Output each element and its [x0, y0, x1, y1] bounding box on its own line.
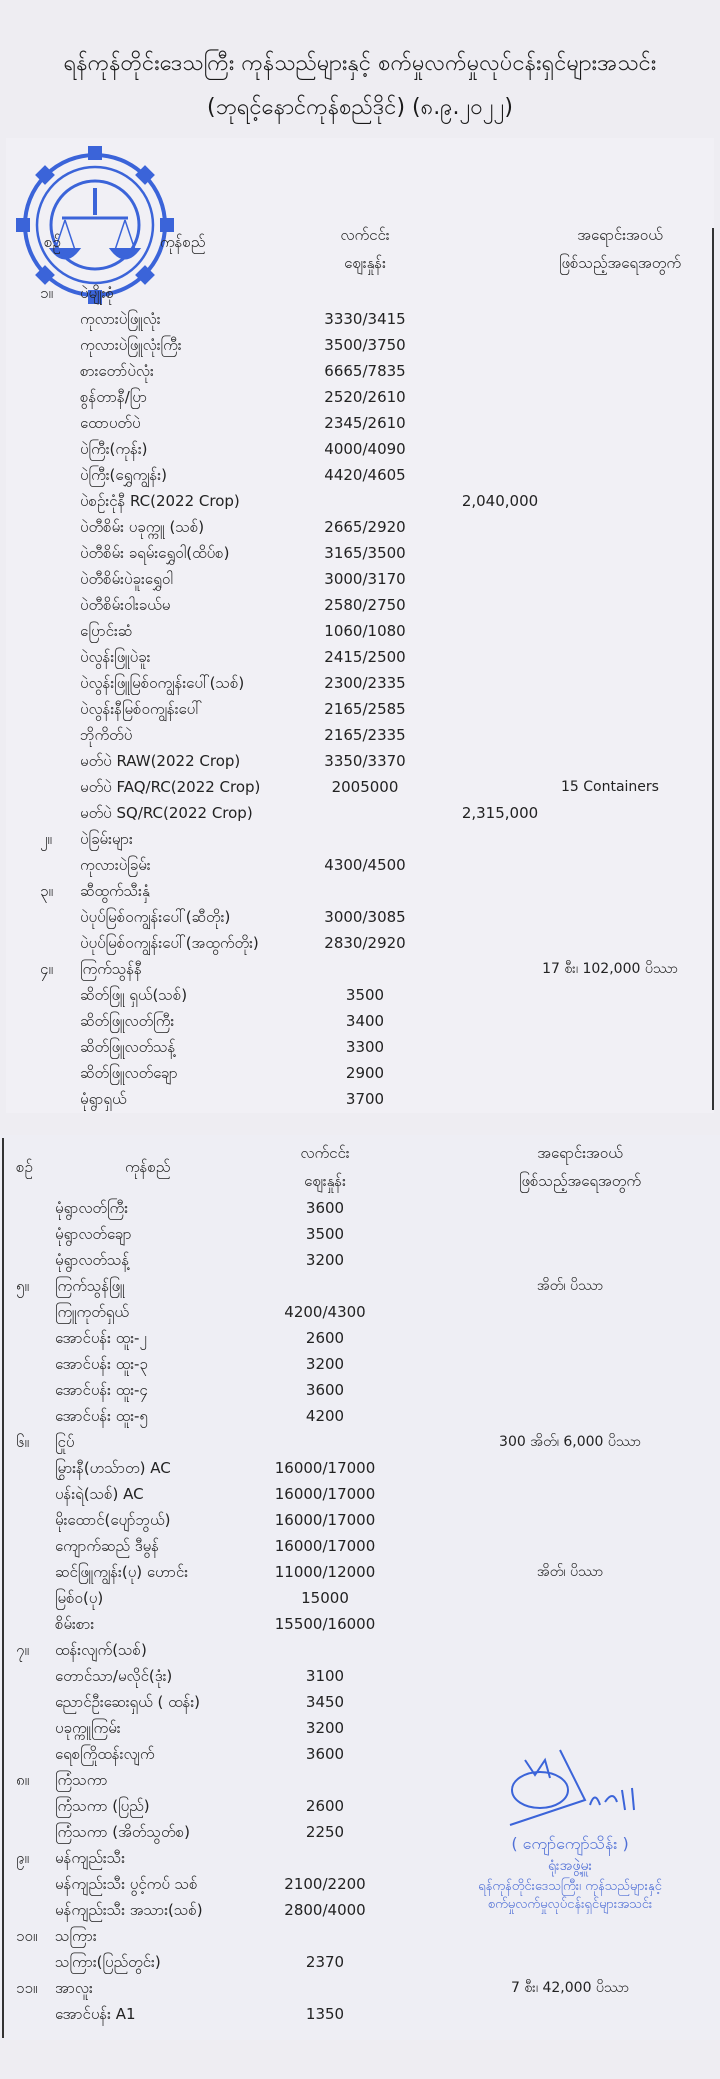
commodity-name: သကြား	[55, 1927, 97, 1945]
table-row	[0, 1353, 720, 1375]
table-row	[0, 1587, 720, 1609]
spot-price: 3100	[305, 1667, 345, 1685]
header-no-p2: စဉ်	[16, 1158, 33, 1176]
commodity-name: ကြက်သွန်နီ	[80, 960, 142, 978]
spot-price: 2165/2335	[324, 726, 406, 744]
table-row	[0, 1301, 720, 1323]
commodity-name: ပဲကြီး(ရွှေကျွန်း)	[80, 466, 167, 484]
commodity-name: ထန်းလျက်(သစ်)	[55, 1641, 147, 1659]
commodity-name: ကြက်သွန်ဖြူ	[55, 1277, 125, 1295]
commodity-name: မတ်ပဲ FAQ/RC(2022 Crop)	[80, 778, 261, 796]
table-row	[0, 568, 720, 590]
spot-price: 4420/4605	[324, 466, 406, 484]
header-note-line2-p2: ဖြစ်သည့်အရေအတွက်	[518, 1172, 642, 1190]
signatory-name: ( ကျော်ကျော်သိန်း )	[511, 1834, 629, 1853]
table-row	[0, 1665, 720, 1687]
spot-price: 3200	[305, 1355, 345, 1373]
spot-price: 4300/4500	[324, 856, 406, 874]
commodity-name: ဆိတ်ဖြူလတ်ကြီး	[80, 1012, 175, 1030]
spot-price: 3330/3415	[324, 310, 406, 328]
trade-volume: အိတ်၊ ပိဿာ	[536, 1564, 604, 1580]
spot-price: 3700	[345, 1090, 385, 1108]
commodity-name: ညောင်ဦးဆေးရှယ် ( ထန်း)	[55, 1693, 201, 1711]
trade-volume: 15 Containers	[561, 779, 659, 795]
commodity-name: ကုလားပဲဖြူလုံး	[80, 310, 161, 328]
spot-price: 4000/4090	[324, 440, 406, 458]
commodity-name: ပဲကြီး(ကုန်း)	[80, 440, 148, 458]
commodity-name: မတ်ပဲ RAW(2022 Crop)	[80, 752, 241, 770]
category-row	[0, 958, 720, 980]
commodity-name: ပဲမျိုးစုံ	[80, 284, 114, 302]
table-row	[0, 854, 720, 876]
commodity-name: ပဲတီစိမ်း ခရမ်းရွှေဝါ(ထိပ်စ)	[80, 544, 230, 562]
spot-price: 4200/4300	[284, 1303, 366, 1321]
table-row	[0, 620, 720, 642]
spot-price: 11000/12000	[274, 1563, 376, 1581]
table-row	[0, 1062, 720, 1084]
commodity-name: အောင်ပန်း ထူး-၄	[55, 1381, 148, 1399]
signatory-org-line2: စက်မှုလက်မှုလုပ်ငန်းရှင်များအသင်း	[487, 1897, 653, 1912]
spot-price: 2900	[345, 1064, 385, 1082]
table-row	[0, 1088, 720, 1110]
table-row	[0, 984, 720, 1006]
table-row	[0, 1223, 720, 1245]
spot-price: 2600	[305, 1329, 345, 1347]
spot-price: 2665/2920	[324, 518, 406, 536]
header-price-line1-p2: လက်ငင်း	[300, 1144, 350, 1162]
commodity-name: မြွားနီ(ဟသ်ာတ) AC	[55, 1459, 171, 1477]
trade-volume: 17 စီး၊ 102,000 ပိဿာ	[542, 961, 678, 977]
commodity-name: ဆိတ်ဖြူလတ်သန့်	[80, 1038, 176, 1056]
spot-price: 3165/3500	[324, 544, 406, 562]
commodity-name: ပဲလွန်းနီမြစ်ဝကျွန်းပေါ်	[80, 700, 202, 718]
commodity-name: သကြား(ပြည်တွင်း)	[55, 1953, 161, 1971]
commodity-name: ကြံသကာ (ပြည်)	[55, 1797, 150, 1815]
row-number: ၉။	[16, 1849, 29, 1867]
spot-price: 2520/2610	[324, 388, 406, 406]
spot-price: 15500/16000	[274, 1615, 376, 1633]
table-row	[0, 1457, 720, 1479]
table-row	[0, 802, 720, 824]
table-row	[0, 334, 720, 356]
commodity-name: ပဲလွန်းဖြူမြစ်ဝကျွန်းပေါ်(သစ်)	[80, 674, 245, 692]
commodity-name: ပဲတီစိမ်း ပခုက္ကူ (သစ်)	[80, 518, 205, 536]
commodity-name: ဆိတ်ဖြူလတ်ချော	[80, 1064, 178, 1082]
spot-price: 16000/17000	[274, 1485, 376, 1503]
category-row	[0, 1431, 720, 1453]
table-row	[0, 1509, 720, 1531]
table-row	[0, 1535, 720, 1557]
table-row	[0, 594, 720, 616]
commodity-name: မန်ကျည်းသီး ပွင့်ကပ် သစ်	[55, 1875, 198, 1893]
commodity-name: အောင်ပန်း ထူး-၅	[55, 1407, 148, 1425]
spot-price: 3000/3085	[324, 908, 406, 926]
spot-price: 3400	[345, 1012, 385, 1030]
commodity-name: မုံရွာရှယ်	[80, 1090, 127, 1108]
spot-price: 4200	[305, 1407, 345, 1425]
commodity-name: ကုလားပဲဖြူလုံးကြီး	[80, 336, 182, 354]
table-row	[0, 516, 720, 538]
commodity-name: အောင်ပန်း ထူး-၃	[55, 1355, 148, 1373]
table-row	[0, 1197, 720, 1219]
commodity-name: ပဲလွန်းဖြူပဲခူး	[80, 648, 151, 666]
commodity-name: ပဲစဉ်းငုံနီ RC(2022 Crop)	[80, 492, 240, 510]
trade-volume: 300 အိတ်၊ 6,000 ပိဿာ	[499, 1434, 641, 1450]
spot-price: 3600	[305, 1199, 345, 1217]
spot-price: 3450	[305, 1693, 345, 1711]
row-number: ၁၀။	[16, 1927, 38, 1945]
spot-price: 3500	[345, 986, 385, 1004]
spot-price: 2830/2920	[324, 934, 406, 952]
commodity-name: မုံရွာလတ်ချော	[55, 1225, 132, 1243]
table-row	[0, 672, 720, 694]
table-row	[0, 464, 720, 486]
table-row	[0, 1951, 720, 1973]
handwritten-signature-icon	[500, 1730, 640, 1830]
table-row	[0, 750, 720, 772]
spot-price: 3350/3370	[324, 752, 406, 770]
header-note-line2: ဖြစ်သည့်အရေအတွက်	[558, 254, 682, 272]
table-row	[0, 308, 720, 330]
document-subtitle-date: (ဘုရင့်နောင်ကုန်စည်ဒိုင်) (၈.၉.၂၀၂၂)	[207, 95, 513, 120]
commodity-name: ထောပတ်ပဲ	[80, 414, 141, 432]
commodity-name: အောင်ပန်း ထူး-၂	[55, 1329, 147, 1347]
header-no: စဉ်	[44, 233, 61, 251]
spot-price: 3200	[305, 1719, 345, 1737]
commodity-name: မိုးထောင်(ပျော်ဘွယ်)	[55, 1511, 171, 1529]
category-row	[0, 1639, 720, 1661]
commodity-name: ဆိတ်ဖြူ ရှယ်(သစ်)	[80, 986, 188, 1004]
spot-price: 2415/2500	[324, 648, 406, 666]
commodity-name: မန်ကျည်းသီး	[55, 1849, 126, 1867]
commodity-name: ကြံသကာ	[55, 1771, 108, 1789]
spot-price: 1350	[305, 2005, 345, 2023]
table-row	[0, 906, 720, 928]
row-number: ၅။	[16, 1277, 29, 1295]
header-note-line1: အရောင်းအဝယ်	[577, 226, 663, 244]
commodity-name: မုံရွာလတ်ကြီး	[55, 1199, 129, 1217]
commodity-name: ပဲခြမ်းများ	[80, 830, 133, 848]
commodity-name: ကြူကုတ်ရှယ်	[55, 1303, 129, 1321]
spot-price: 16000/17000	[274, 1511, 376, 1529]
commodity-name: အောင်ပန်း A1	[55, 2005, 136, 2023]
table-row	[0, 1010, 720, 1032]
signatory-role: ရုံးအဖွဲ့မှူး	[548, 1858, 592, 1874]
spot-price: 6665/7835	[324, 362, 406, 380]
commodity-name: မုံရွာလတ်သန့်	[55, 1251, 130, 1269]
document-title: ရန်ကုန်တိုင်းဒေသကြီး ကုန်သည်များနှင့် စက်မှုလက်မှုလုပ်ငန်းရှင်များအသင်း	[63, 51, 657, 76]
commodity-name: မတ်ပဲ SQ/RC(2022 Crop)	[80, 804, 253, 822]
spot-price: 2600	[305, 1797, 345, 1815]
trade-volume: 7 စီး၊ 42,000 ပိဿာ	[511, 1980, 629, 1996]
table-row	[0, 1561, 720, 1583]
table-row	[0, 932, 720, 954]
table-row	[0, 412, 720, 434]
table-row	[0, 2003, 720, 2025]
table-row	[0, 724, 720, 746]
spot-price: 2345/2610	[324, 414, 406, 432]
spot-price: 1060/1080	[324, 622, 406, 640]
commodity-name: တောင်သာ/မလိုင်(ဒုံး)	[55, 1667, 173, 1685]
header-item-p2: ကုန်စည်	[125, 1158, 171, 1176]
table-row	[0, 438, 720, 460]
lot-price: 2,040,000	[461, 492, 539, 510]
table-row	[0, 542, 720, 564]
commodity-name: ကြံသကာ (အိတ်သွတ်စ)	[55, 1823, 190, 1841]
table-row	[0, 698, 720, 720]
commodity-name: ပဲပုပ်မြစ်ဝကျွန်းပေါ်(အထွက်တိုး)	[80, 934, 259, 952]
table-row	[0, 1327, 720, 1349]
row-number: ၆။	[16, 1433, 29, 1451]
spot-price: 3600	[305, 1745, 345, 1763]
spot-price: 2165/2585	[324, 700, 406, 718]
row-number: ၂။	[40, 830, 52, 848]
commodity-name: ရေစကြိုထန်းလျက်	[55, 1745, 155, 1763]
commodity-name: ဘိုကိတ်ပဲ	[80, 726, 133, 744]
spot-price: 2800/4000	[284, 1901, 366, 1919]
commodity-name: ငြုပ်	[55, 1433, 75, 1451]
category-row	[0, 828, 720, 850]
category-row	[0, 1977, 720, 1999]
row-number: ၁။	[40, 284, 53, 302]
signature-block	[440, 1730, 700, 1930]
spot-price: 3300	[345, 1038, 385, 1056]
header-item: ကုန်စည်	[160, 233, 206, 251]
header-price-line1: လက်ငင်း	[340, 226, 390, 244]
table-row	[0, 1379, 720, 1401]
row-number: ၈။	[16, 1771, 30, 1789]
trade-volume: အိတ်၊ ပိဿာ	[536, 1278, 604, 1294]
table-row	[0, 776, 720, 798]
table-row	[0, 490, 720, 512]
spot-price: 2580/2750	[324, 596, 406, 614]
commodity-name: စားတော်ပဲလုံး	[80, 362, 154, 380]
spot-price: 15000	[301, 1589, 349, 1607]
commodity-name: ဆီထွက်သီးနှံ	[80, 882, 150, 900]
commodity-name: ပန်းရဲ(သစ်) AC	[55, 1485, 144, 1503]
commodity-name: ပဲတီစိမ်းဝါးခယ်မ	[80, 596, 171, 614]
spot-price: 3500/3750	[324, 336, 406, 354]
row-number: ၃။	[40, 882, 53, 900]
spot-price: 16000/17000	[274, 1537, 376, 1555]
row-number: ၇။	[16, 1641, 29, 1659]
commodity-name: ပဲပုပ်မြစ်ဝကျွန်းပေါ်(ဆီတိုး)	[80, 908, 231, 926]
header-price-line2-p2: ဈေးနှုန်း	[304, 1172, 346, 1190]
row-number: ၄။	[40, 960, 53, 978]
category-row	[0, 880, 720, 902]
category-row	[0, 1275, 720, 1297]
commodity-name: ကျောက်ဆည် ဒီမွန်	[55, 1537, 159, 1555]
table-row	[0, 1405, 720, 1427]
table-row	[0, 646, 720, 668]
header-price-line2: ဈေးနှုန်း	[344, 254, 386, 272]
commodity-name: မန်ကျည်းသီး အသား(သစ်)	[55, 1901, 203, 1919]
header-note-line1-p2: အရောင်းအဝယ်	[537, 1144, 623, 1162]
commodity-name: ပခုက္ကူကြမ်း	[55, 1719, 121, 1737]
commodity-name: ကုလားပဲခြမ်း	[80, 856, 151, 874]
table-row	[0, 1483, 720, 1505]
spot-price: 3500	[305, 1225, 345, 1243]
spot-price: 16000/17000	[274, 1459, 376, 1477]
commodity-name: စွန်တာနီ/ပြာ	[80, 388, 148, 406]
spot-price: 2100/2200	[284, 1875, 366, 1893]
commodity-name: စိမ်းစား	[55, 1615, 95, 1633]
commodity-name: ပဲတီစိမ်းပဲခူးရွှေဝါ	[80, 570, 173, 588]
row-number: ၁၁။	[16, 1979, 38, 1997]
spot-price: 3200	[305, 1251, 345, 1269]
lot-price: 2,315,000	[461, 804, 539, 822]
spot-price: 2370	[305, 1953, 345, 1971]
commodity-name: မြစ်ဝ(ပု)	[55, 1589, 104, 1607]
category-row	[0, 282, 720, 304]
table-row	[0, 1691, 720, 1713]
table-row	[0, 386, 720, 408]
spot-price: 2005000	[331, 778, 399, 796]
signatory-org-line1: ရန်ကုန်တိုင်းဒေသကြီး၊ ကုန်သည်များနှင့်	[478, 1879, 662, 1894]
table-row	[0, 1249, 720, 1271]
spot-price: 2300/2335	[324, 674, 406, 692]
spot-price: 2250	[305, 1823, 345, 1841]
table-row	[0, 360, 720, 382]
commodity-name: ပြောင်းဆံ	[80, 622, 133, 640]
table-row	[0, 1036, 720, 1058]
table-row	[0, 1613, 720, 1635]
spot-price: 3000/3170	[324, 570, 406, 588]
commodity-name: အာလူး	[55, 1979, 93, 1997]
commodity-name: ဆင်ဖြူကျွန်း(ပု) ဟောင်း	[55, 1563, 189, 1581]
spot-price: 3600	[305, 1381, 345, 1399]
